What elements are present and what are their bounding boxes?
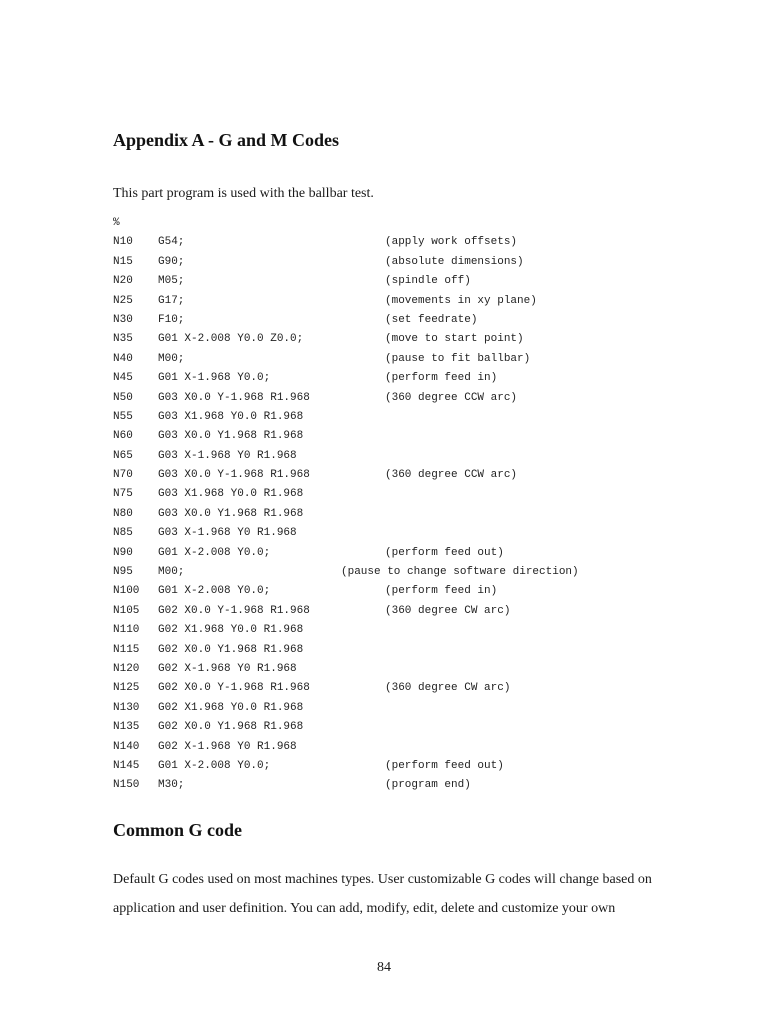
- line-number: N10: [113, 236, 133, 249]
- line-comment: (perform feed in): [385, 585, 498, 598]
- line-command: G90;: [158, 255, 185, 268]
- line-number: N115: [113, 643, 140, 656]
- line-comment: (360 degree CW arc): [385, 682, 511, 695]
- program-line: [113, 563, 673, 582]
- line-number: N65: [113, 449, 133, 462]
- program-line: [113, 292, 673, 311]
- section-title: Common G code: [113, 820, 242, 840]
- line-number: N25: [113, 294, 133, 307]
- line-number: N35: [113, 333, 133, 346]
- program-line: [113, 389, 673, 408]
- line-command: G17;: [158, 294, 185, 307]
- program-line: [113, 485, 673, 504]
- line-number: N60: [113, 430, 133, 443]
- line-command: M00;: [158, 352, 185, 365]
- line-number: N125: [113, 682, 140, 695]
- line-command: G01 X-2.008 Y0.0 Z0.0;: [158, 333, 304, 346]
- line-comment: (program end): [385, 779, 471, 792]
- intro-text: This part program is used with the ballbar test.: [113, 186, 374, 201]
- page-number: 84: [377, 960, 391, 975]
- line-number: N55: [113, 410, 133, 423]
- line-number: N40: [113, 352, 133, 365]
- line-command: G01 X-2.008 Y0.0;: [158, 546, 271, 559]
- program-line: [113, 233, 673, 252]
- line-number: N110: [113, 624, 140, 637]
- program-line: [113, 660, 673, 679]
- line-command: G03 X0.0 Y1.968 R1.968: [158, 507, 304, 520]
- line-number: N20: [113, 275, 133, 288]
- line-comment: (move to start point): [385, 333, 524, 346]
- line-number: N95: [113, 566, 133, 579]
- line-command: G02 X0.0 Y-1.968 R1.968: [158, 604, 310, 617]
- line-command: M30;: [158, 779, 185, 792]
- line-command: G01 X-2.008 Y0.0;: [158, 585, 271, 598]
- line-comment: (perform feed in): [385, 372, 498, 385]
- program-line: [113, 524, 673, 543]
- line-command: G03 X1.968 Y0.0 R1.968: [158, 488, 304, 501]
- line-command: G01 X-1.968 Y0.0;: [158, 372, 271, 385]
- line-comment: (apply work offsets): [385, 236, 518, 249]
- line-comment: (perform feed out): [385, 546, 504, 559]
- line-comment: (spindle off): [385, 275, 471, 288]
- g-code-program: [113, 214, 673, 796]
- program-line: [113, 330, 673, 349]
- program-line: [113, 350, 673, 369]
- line-number: N50: [113, 391, 133, 404]
- line-number: N105: [113, 604, 140, 617]
- line-command: F10;: [158, 313, 185, 326]
- line-command: G54;: [158, 236, 185, 249]
- line-command: G02 X-1.968 Y0 R1.968: [158, 662, 297, 675]
- program-line: [113, 544, 673, 563]
- program-line: [113, 776, 673, 795]
- program-line: [113, 738, 673, 757]
- line-command: G03 X-1.968 Y0 R1.968: [158, 527, 297, 540]
- line-comment: (set feedrate): [385, 313, 478, 326]
- line-command: M00;: [158, 566, 185, 579]
- program-line: [113, 408, 673, 427]
- program-line: [113, 757, 673, 776]
- program-line: [113, 253, 673, 272]
- line-command: G03 X0.0 Y-1.968 R1.968: [158, 391, 310, 404]
- line-comment: (perform feed out): [385, 759, 504, 772]
- program-line: [113, 699, 673, 718]
- line-command: G03 X-1.968 Y0 R1.968: [158, 449, 297, 462]
- program-start-text: %: [113, 217, 120, 229]
- line-command: G02 X1.968 Y0.0 R1.968: [158, 701, 304, 714]
- line-comment: (360 degree CCW arc): [385, 469, 518, 482]
- appendix-title: Appendix A - G and M Codes: [113, 130, 340, 150]
- line-number: N15: [113, 255, 133, 268]
- program-line: [113, 582, 673, 601]
- program-start-symbol: [113, 214, 673, 233]
- line-command: G02 X1.968 Y0.0 R1.968: [158, 624, 304, 637]
- line-number: N75: [113, 488, 133, 501]
- line-number: N120: [113, 662, 140, 675]
- line-command: M05;: [158, 275, 185, 288]
- line-comment: (pause to change software direction): [341, 566, 579, 579]
- program-line: [113, 505, 673, 524]
- line-number: N150: [113, 779, 140, 792]
- program-line: [113, 272, 673, 291]
- line-command: G02 X0.0 Y1.968 R1.968: [158, 643, 304, 656]
- line-number: N85: [113, 527, 133, 540]
- program-line: [113, 466, 673, 485]
- line-comment: (movements in xy plane): [385, 294, 537, 307]
- program-line: [113, 311, 673, 330]
- line-command: G03 X0.0 Y-1.968 R1.968: [158, 469, 310, 482]
- line-number: N90: [113, 546, 133, 559]
- line-command: G01 X-2.008 Y0.0;: [158, 759, 271, 772]
- line-number: N30: [113, 313, 133, 326]
- program-line: [113, 679, 673, 698]
- program-line: [113, 427, 673, 446]
- program-line: [113, 718, 673, 737]
- program-line: [113, 602, 673, 621]
- line-number: N140: [113, 740, 140, 753]
- line-number: N80: [113, 507, 133, 520]
- line-command: G02 X-1.968 Y0 R1.968: [158, 740, 297, 753]
- program-line: [113, 621, 673, 640]
- section-paragraph: Default G codes used on most machines types. User customizable G codes will change based on application and user definition. You can add, modify, edit, delete and customize your own: [113, 872, 652, 916]
- program-line: [113, 369, 673, 388]
- program-line: [113, 447, 673, 466]
- line-comment: (absolute dimensions): [385, 255, 524, 268]
- line-command: G03 X1.968 Y0.0 R1.968: [158, 410, 304, 423]
- line-command: G02 X0.0 Y-1.968 R1.968: [158, 682, 310, 695]
- line-comment: (360 degree CW arc): [385, 604, 511, 617]
- line-comment: (pause to fit ballbar): [385, 352, 531, 365]
- line-comment: (360 degree CCW arc): [385, 391, 518, 404]
- line-number: N70: [113, 469, 133, 482]
- line-command: G02 X0.0 Y1.968 R1.968: [158, 721, 304, 734]
- program-line: [113, 641, 673, 660]
- line-number: N45: [113, 372, 133, 385]
- line-number: N130: [113, 701, 140, 714]
- line-number: N145: [113, 759, 140, 772]
- line-command: G03 X0.0 Y1.968 R1.968: [158, 430, 304, 443]
- line-number: N100: [113, 585, 140, 598]
- line-number: N135: [113, 721, 140, 734]
